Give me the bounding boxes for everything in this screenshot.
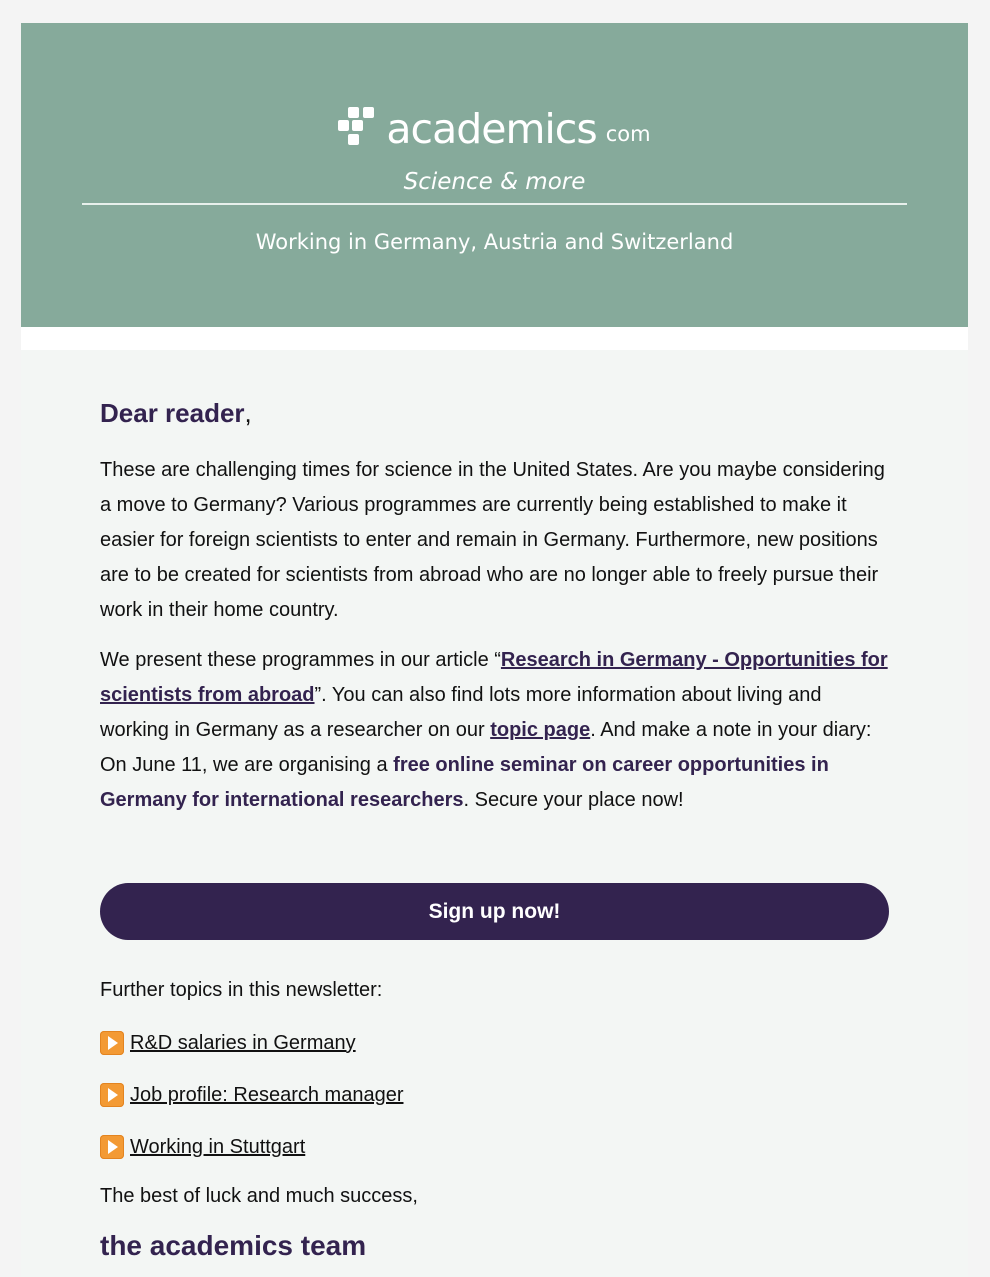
logo-wordmark: academics xyxy=(386,105,597,153)
header-subtitle: Working in Germany, Austria and Switzerland xyxy=(255,230,734,254)
play-icon xyxy=(100,1083,124,1107)
topic-link-salaries[interactable]: R&D salaries in Germany xyxy=(130,1031,356,1054)
intro-paragraph: These are challenging times for science in the United States. Are you maybe considering a move to Germany? Various programmes are currently being established to make it easier for foreign scientists to enter and remain in Germany. Furthermore, new positions are to be created for scientists from abroad who are no longer able to freely pursue their work in their home country. xyxy=(100,459,885,621)
newsletter xyxy=(21,23,968,1277)
article-link[interactable]: Research in Germany - Opportunities for scientists from abroad xyxy=(100,649,888,706)
p2-text-b: ”. You can also find lots more information about living and working in Germany as a researcher on our xyxy=(100,684,822,741)
topic-link-research-manager[interactable]: Job profile: Research manager xyxy=(130,1083,404,1106)
academics-logo-icon xyxy=(338,107,380,151)
header-banner xyxy=(21,23,968,327)
topic-link-stuttgart[interactable]: Working in Stuttgart xyxy=(130,1135,306,1158)
header-divider xyxy=(82,203,907,205)
tagline: Science & more xyxy=(403,169,586,195)
content-area xyxy=(21,350,968,1277)
topic-page-link[interactable]: topic page xyxy=(490,719,591,741)
p2-text-a: We present these programmes in our article “ xyxy=(100,649,501,671)
p2-text-c: . And make a note in your diary: On June 11, we are organising a xyxy=(100,719,872,776)
play-icon xyxy=(100,1135,124,1159)
logo-suffix: com xyxy=(605,122,651,146)
greeting-text: Dear reader xyxy=(100,398,245,428)
topic-item[interactable] xyxy=(100,1083,403,1107)
sign-up-button[interactable]: Sign up now! xyxy=(100,883,889,940)
spacer xyxy=(21,327,968,350)
topic-item[interactable] xyxy=(100,1135,305,1159)
seminar-highlight: free online seminar on career opportunities in Germany for international researchers xyxy=(100,754,829,811)
greeting xyxy=(100,398,252,429)
play-icon xyxy=(100,1031,124,1055)
logo[interactable] xyxy=(21,107,968,157)
closing-text: The best of luck and much success, xyxy=(100,1185,418,1207)
programmes-paragraph xyxy=(100,643,890,818)
topic-item[interactable] xyxy=(100,1031,356,1055)
further-topics-label: Further topics in this newsletter: xyxy=(100,979,383,1001)
signoff: the academics team xyxy=(100,1230,367,1261)
p2-text-d: . Secure your place now! xyxy=(463,789,684,811)
greeting-comma: , xyxy=(244,398,252,428)
